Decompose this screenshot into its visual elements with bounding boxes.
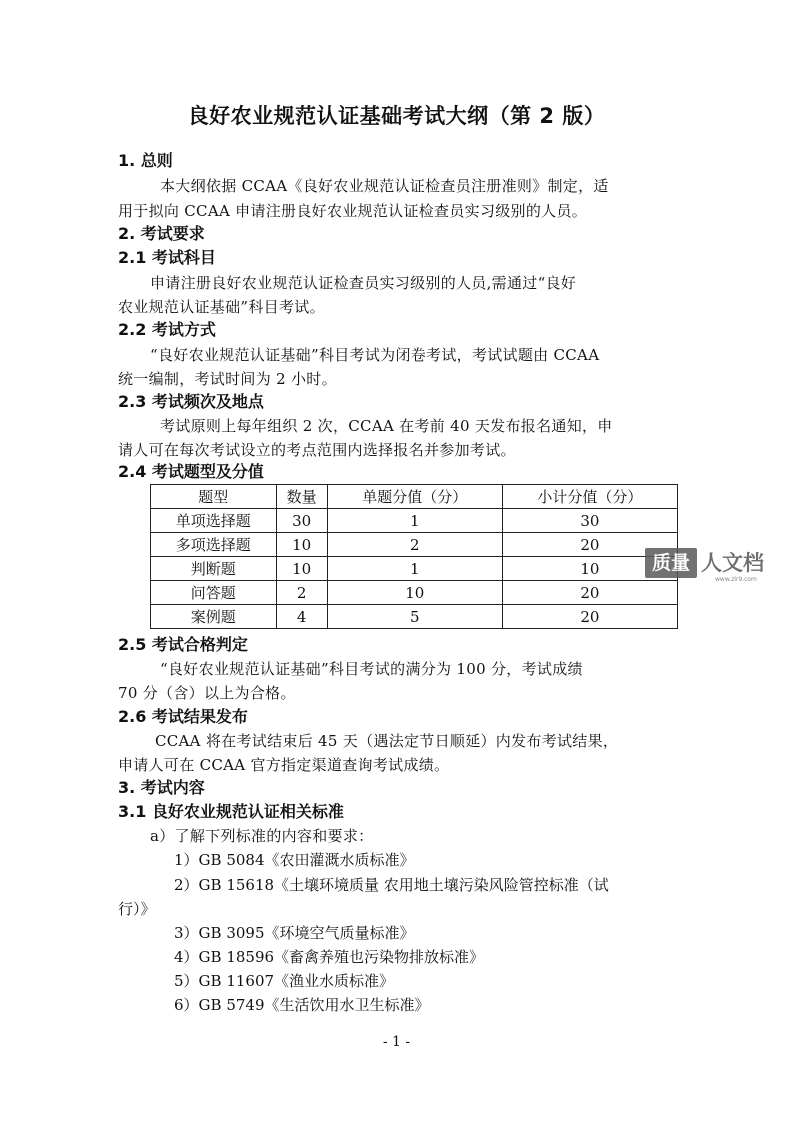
watermark-box: 质量: [645, 548, 697, 578]
section-2-heading: 2. 考试要求: [118, 224, 205, 243]
section-1-paragraph-line-1: 本大纲依据 CCAA《良好农业规范认证检查员注册准则》制定，适: [160, 177, 609, 195]
section-2-2-paragraph-line-1: “良好农业规范认证基础”科目考试为闭卷考试，考试试题由 CCAA: [150, 346, 600, 364]
list-item: 2）GB 15618《土壤环境质量 农用地土壤污染风险管控标准（试: [174, 876, 609, 894]
table-cell: 10: [276, 557, 327, 581]
table-row: [151, 605, 678, 629]
table-header-cell: 数量: [276, 485, 327, 509]
watermark-url: www.zlr9.com: [715, 576, 757, 583]
section-2-5-heading: 2.5 考试合格判定: [118, 635, 248, 654]
list-item: 1）GB 5084《农田灌溉水质标准》: [174, 851, 415, 869]
list-item: 行）》: [118, 900, 156, 918]
section-2-5-paragraph-line-1: “良好农业规范认证基础”科目考试的满分为 100 分，考试成绩: [160, 660, 583, 678]
section-1-paragraph-line-2: 用于拟向 CCAA 申请注册良好农业规范认证检查员实习级别的人员。: [118, 202, 588, 220]
table-row: [151, 509, 678, 533]
table-cell: 2: [327, 533, 502, 557]
document-title: 良好农业规范认证基础考试大纲（第 2 版）: [187, 104, 606, 128]
section-2-6-paragraph-line-2: 申请人可在 CCAA 官方指定渠道查询考试成绩。: [118, 756, 450, 774]
table-cell: 5: [327, 605, 502, 629]
table-cell: 10: [502, 557, 677, 581]
table-header-row: [151, 485, 678, 509]
section-3-1-intro: a）了解下列标准的内容和要求：: [150, 827, 374, 845]
table-cell: 10: [276, 533, 327, 557]
table-header-cell: 题型: [151, 485, 277, 509]
table-cell: 问答题: [151, 581, 277, 605]
section-2-3-paragraph-line-2: 请人可在每次考试设立的考点范围内选择报名并参加考试。: [118, 441, 516, 459]
list-item: 4）GB 18596《畜禽养殖也污染物排放标准》: [174, 948, 485, 966]
section-3-1-heading: 3.1 良好农业规范认证相关标准: [118, 802, 344, 821]
watermark-logo: [645, 548, 785, 582]
table-row: [151, 533, 678, 557]
section-2-2-paragraph-line-2: 统一编制，考试时间为 2 小时。: [118, 370, 337, 388]
section-2-2-heading: 2.2 考试方式: [118, 320, 216, 339]
page-number: - 1 -: [382, 1034, 411, 1050]
table-cell: 判断题: [151, 557, 277, 581]
section-2-6-heading: 2.6 考试结果发布: [118, 707, 248, 726]
list-item: 5）GB 11607《渔业水质标准》: [174, 972, 395, 990]
section-2-1-paragraph-line-1: 申请注册良好农业规范认证检查员实习级别的人员,需通过“良好: [150, 274, 577, 292]
list-item: 3）GB 3095《环境空气质量标准》: [174, 924, 415, 942]
table-cell: 2: [276, 581, 327, 605]
section-2-5-paragraph-line-2: 70 分（含）以上为合格。: [118, 684, 296, 702]
table-row: [151, 581, 678, 605]
section-2-4-heading: 2.4 考试题型及分值: [118, 462, 264, 481]
table-cell: 4: [276, 605, 327, 629]
table-cell: 20: [502, 533, 677, 557]
section-2-3-paragraph-line-1: 考试原则上每年组织 2 次，CCAA 在考前 40 天发布报名通知，申: [160, 417, 613, 435]
table-header-cell: 小计分值（分）: [502, 485, 677, 509]
watermark-text: 人文档: [701, 551, 764, 575]
table-cell: 单项选择题: [151, 509, 277, 533]
table-cell: 案例题: [151, 605, 277, 629]
score-table: [150, 484, 678, 629]
table-cell: 1: [327, 509, 502, 533]
table-header-cell: 单题分值（分）: [327, 485, 502, 509]
table-cell: 多项选择题: [151, 533, 277, 557]
section-2-1-paragraph-line-2: 农业规范认证基础”科目考试。: [118, 298, 325, 316]
list-item: 6）GB 5749《生活饮用水卫生标准》: [174, 996, 430, 1014]
section-2-6-paragraph-line-1: CCAA 将在考试结束后 45 天（遇法定节日顺延）内发布考试结果，: [155, 732, 619, 750]
section-3-heading: 3. 考试内容: [118, 778, 205, 797]
table-cell: 20: [502, 605, 677, 629]
table-cell: 30: [502, 509, 677, 533]
section-2-1-heading: 2.1 考试科目: [118, 248, 216, 267]
table-cell: 10: [327, 581, 502, 605]
table-cell: 20: [502, 581, 677, 605]
section-1-heading: 1. 总则: [118, 151, 173, 170]
table-cell: 30: [276, 509, 327, 533]
table-cell: 1: [327, 557, 502, 581]
section-2-3-heading: 2.3 考试频次及地点: [118, 392, 264, 411]
table-row: [151, 557, 678, 581]
